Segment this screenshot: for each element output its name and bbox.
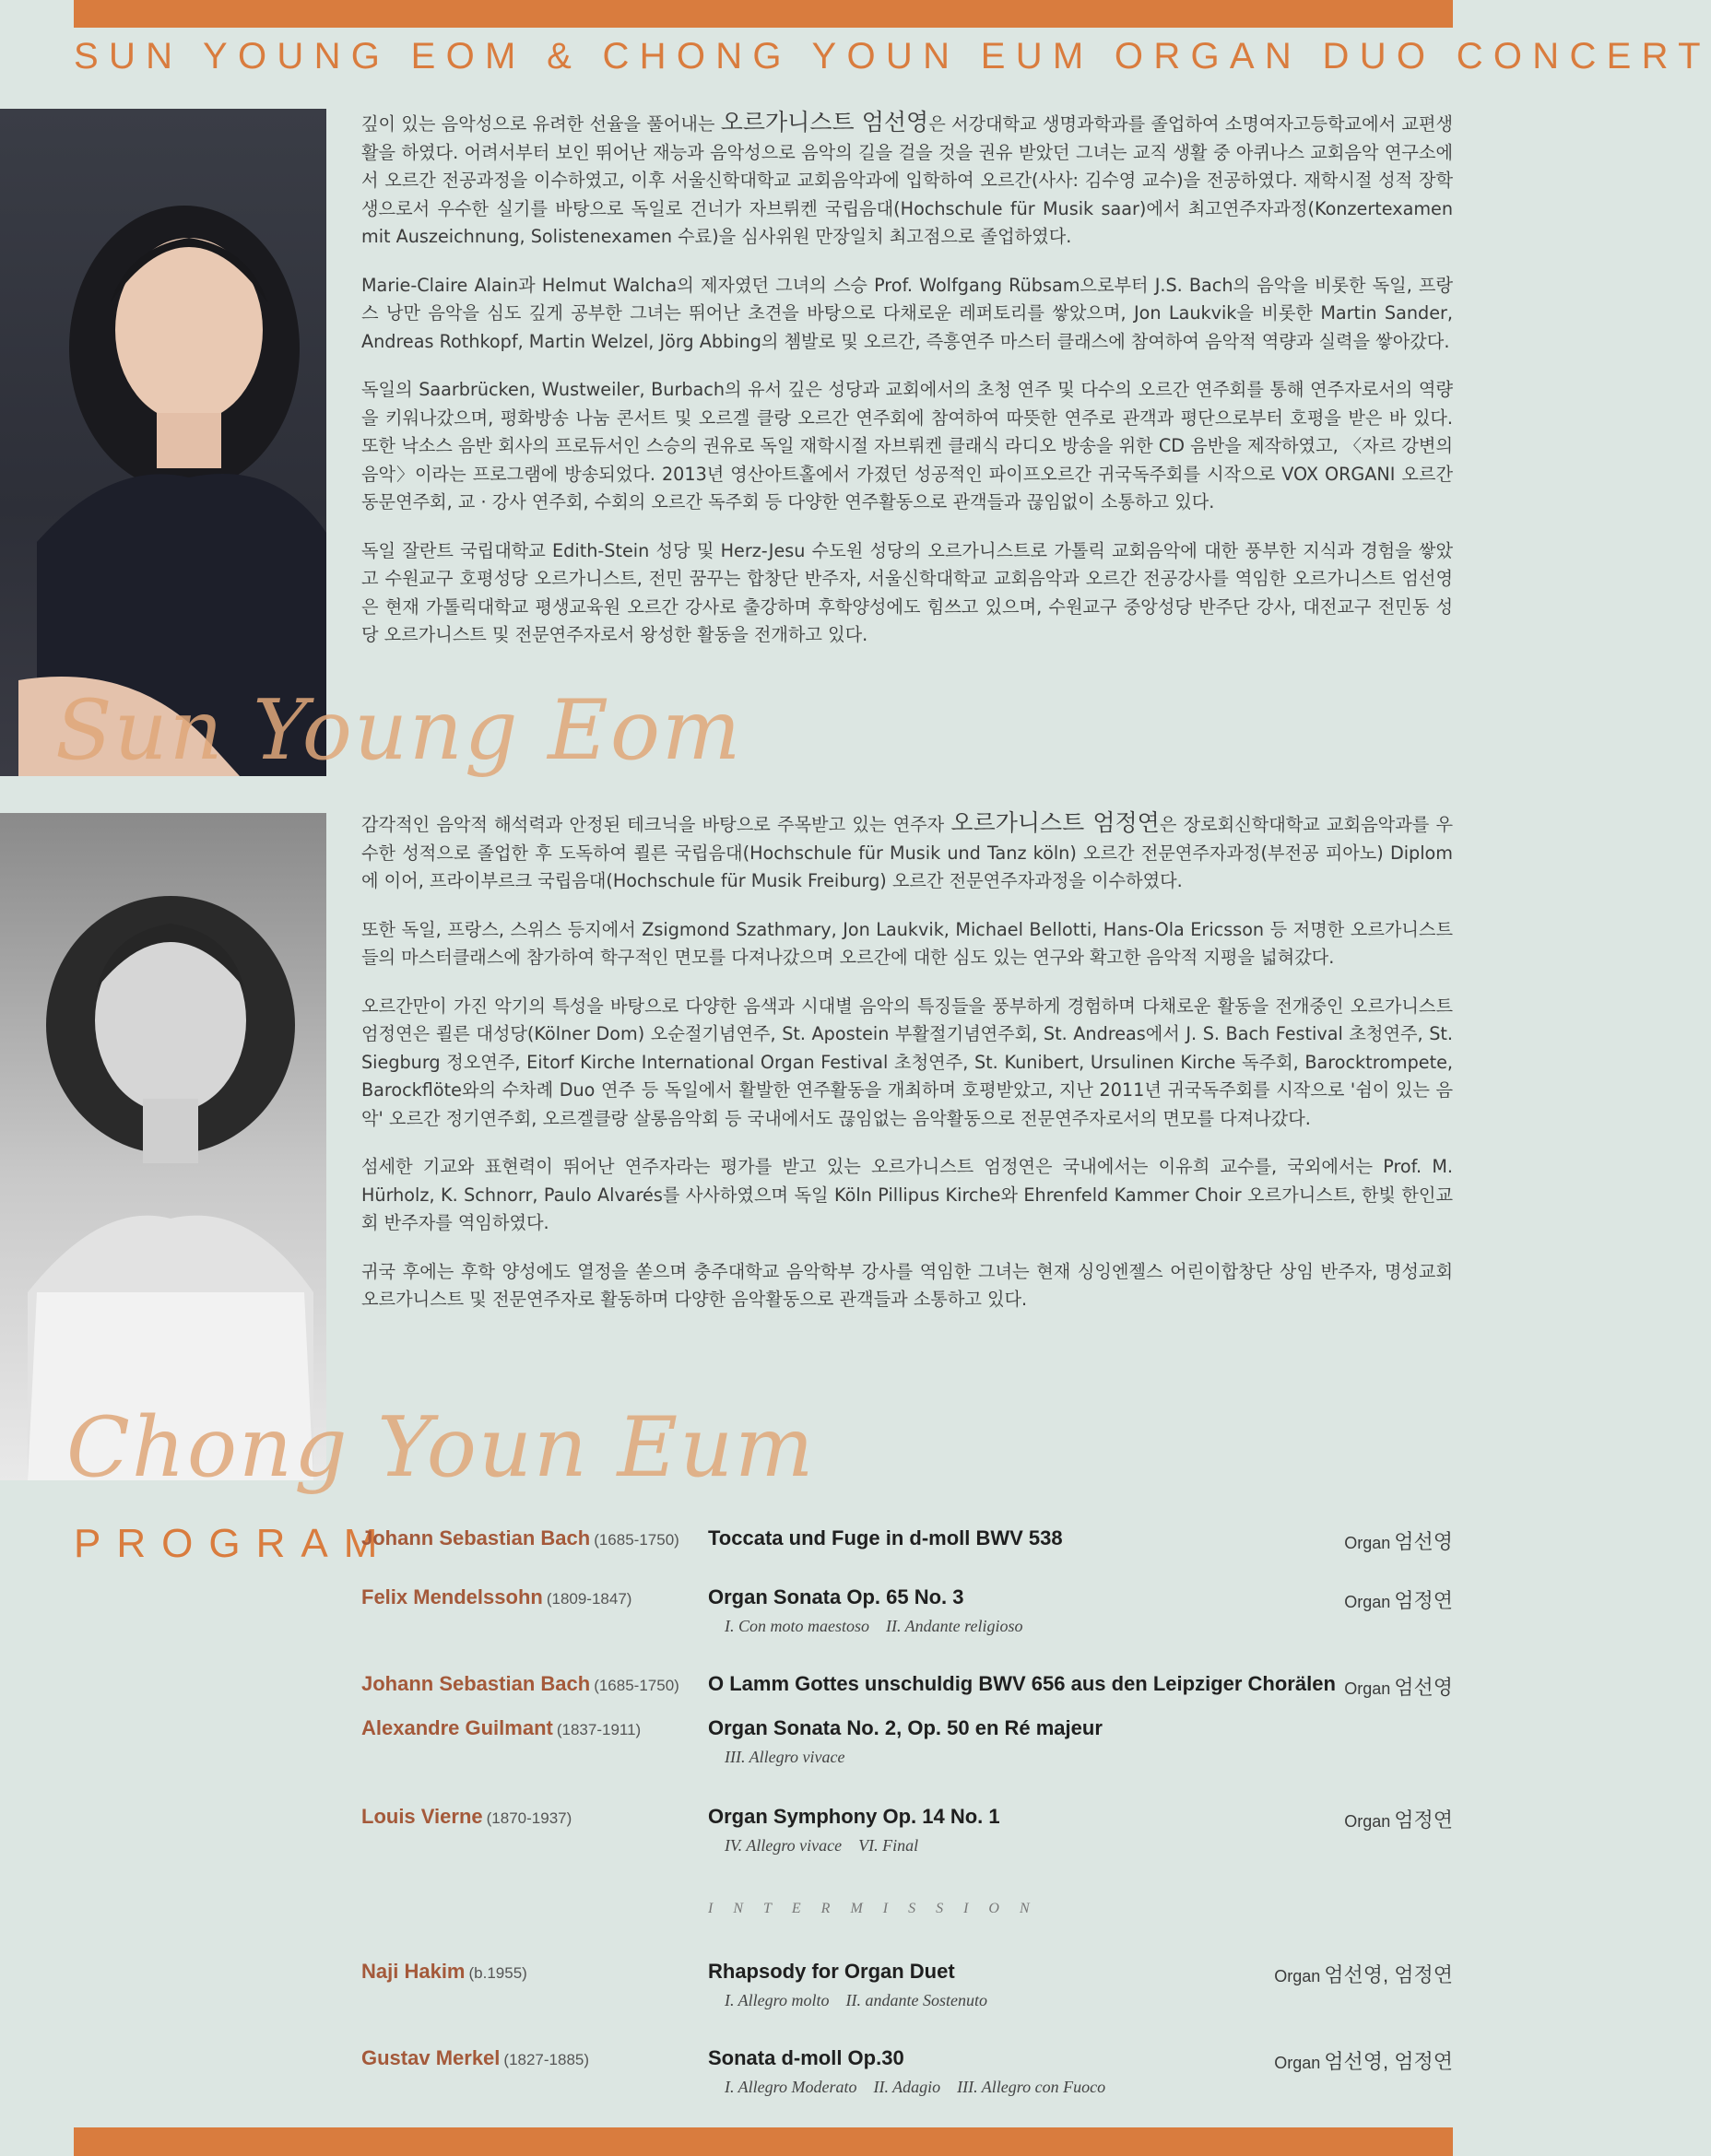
performer-name-highlight: 오르가니스트 엄정연 [950, 809, 1160, 836]
program-item [361, 2046, 1453, 2102]
page-title: SUN YOUNG EOM & CHONG YOUN EUM ORGAN DUO CONCERT [74, 36, 1711, 77]
bio-paragraph: 섬세한 기교와 표현력이 뛰어난 연주자라는 평가를 받고 있는 오르가니스트 엄정연은 국내에서는 이유희 교수를, 국외에서는 Prof. M. Hürholz, K. Schnorr, Paulo Alvarés를 사사하였으며 독일 Köln Pillipus Kirche와 Ehrenfeld Kammer Choir 오르가니스트, 한빛 한인교회 반주자를 역임하였다. [361, 1156, 1453, 1233]
bio-paragraph: 귀국 후에는 후학 양성에도 열정을 쏟으며 충주대학교 음악학부 강사를 역임한 그녀는 현재 싱잉엔젤스 어린이합창단 상임 반주자, 명성교회 오르가니스트 및 전문연주자로 활동하며 다양한 음악활동으로 관객들과 소통하고 있다. [361, 1260, 1453, 1310]
work-title: Rhapsody for Organ Duet [708, 1960, 955, 1983]
top-accent-bar [74, 0, 1453, 28]
performer: Organ 엄정연 [1344, 1589, 1453, 1612]
movements: IV. Allegro vivace VI. Final [725, 1836, 919, 1855]
bio-paragraph: 또한 독일, 프랑스, 스위스 등지에서 Zsigmond Szathmary, Jon Laukvik, Michael Bellotti, Hans-Ola Ericsson 등 저명한 오르가니스트들의 마스터클래스에 참가하여 학구적인 면모를 다져나갔으며 오르간에 대한 심도 있는 연구와 확고한 음악적 지평을 넓혀갔다. [361, 918, 1453, 968]
portrait-photo-sun-young-eom [0, 109, 326, 776]
portrait-photo-chong-youn-eum [0, 813, 326, 1480]
composer: Alexandre Guilmant (1837-1911) [361, 1716, 642, 1739]
program-item [361, 1805, 1453, 1860]
composer: Louis Vierne (1870-1937) [361, 1805, 572, 1828]
movements: I. Allegro Moderato II. Adagio III. Allegro con Fuoco [725, 2078, 1106, 2096]
performer: Organ 엄선영 [1344, 1676, 1453, 1699]
program-item [361, 1716, 1453, 1772]
movements: III. Allegro vivace [725, 1748, 845, 1766]
work-title: Toccata und Fuge in d-moll BWV 538 [708, 1526, 1063, 1549]
work-title: Sonata d-moll Op.30 [708, 2046, 904, 2069]
movements: I. Allegro molto II. andante Sostenuto [725, 1991, 987, 2009]
work-title: O Lamm Gottes unschuldig BWV 656 aus den Leipziger Chorälen [708, 1672, 1336, 1695]
bio-paragraph: 감각적인 음악적 해석력과 안정된 테크닉을 바탕으로 주목받고 있는 연주자 오르가니스트 엄정연은 장로회신학대학교 교회음악과를 우수한 성적으로 졸업한 후 도독하여 쾰른 국립음대(Hochschule für Musik und Tanz köln) 오르간 전문연주자과정(부전공 피아노) Diplom에 이어, 프라이부르크 국립음대(Hochschule für Musik Freiburg) 오르간 전문연주자과정을 이수하였다. [361, 809, 1453, 891]
signature-chong-youn-eum: Chong Youn Eum [66, 1399, 816, 1496]
intermission-label: INTERMISSION [708, 1901, 1050, 1916]
bio-sun-young-eom [361, 109, 1453, 670]
bio-paragraph: Marie-Claire Alain과 Helmut Walcha의 제자였던 그녀의 스승 Prof. Wolfgang Rübsam으로부터 J.S. Bach의 음악을 비롯한 독일, 프랑스 낭만 음악을 심도 깊게 공부한 그녀는 뛰어난 초견을 바탕으로 다채로운 레퍼토리를 쌓았으며, Jon Laukvik을 비롯한 Martin Sander, Andreas Rothkopf, Martin Welzel, Jörg Abbing의 쳄발로 및 오르간, 즉흥연주 마스터 클래스에 참여하여 음악적 역량과 실력을 쌓아갔다. [361, 274, 1453, 352]
program-item [361, 1585, 1453, 1641]
composer: Felix Mendelssohn (1809-1847) [361, 1585, 632, 1608]
bottom-accent-bar [74, 2127, 1453, 2156]
composer: Naji Hakim (b.1955) [361, 1960, 527, 1983]
work-title: Organ Sonata No. 2, Op. 50 en Ré majeur [708, 1716, 1103, 1739]
bio-paragraph: 오르간만이 가진 악기의 특성을 바탕으로 다양한 음색과 시대별 음악의 특징들을 풍부하게 경험하며 다채로운 활동을 전개중인 오르가니스트 엄정연은 쾰른 대성당(Kölner Dom) 오순절기념연주, St. Apostein 부활절기념연주회, St. Andreas에서 J. S. Bach Festival 초청연주, St. Siegburg 정오연주, Eitorf Kirche International Organ Festival 초청연주, St. Kunibert, Ursulinen Kirche 독주회, Barocktrompete, Barockflöte와의 수차례 Duo 연주 등 독일에서 활발한 연주활동을 개최하며 호평받았고, 지난 2011년 귀국독주회를 시작으로 '쉼이 있는 음악' 오르간 정기연주회, 오르겔클랑 살롱음악회 등 국내에서도 끊임없는 음악활동으로 전문연주자로서의 면모를 다져나갔다. [361, 995, 1453, 1129]
bio-paragraph: 독일 잘란트 국립대학교 Edith-Stein 성당 및 Herz-Jesu 수도원 성당의 오르가니스트로 가톨릭 교회음악에 대한 풍부한 지식과 경험을 쌓았고 수원교구 호평성당 오르가니스트, 전민 꿈꾸는 합창단 반주자, 서울신학대학교 교회음악과 오르간 전공강사를 역임한 오르가니스트 엄선영은 현재 가톨릭대학교 평생교육원 오르간 강사로 출강하며 후학양성에도 힘쓰고 있으며, 수원교구 중앙성당 반주단 강사, 대전교구 전민동 성당 오르가니스트 및 전문연주자로서 왕성한 활동을 전개하고 있다. [361, 539, 1453, 645]
work-title: Organ Sonata Op. 65 No. 3 [708, 1585, 964, 1608]
bio-paragraph: 깊이 있는 음악성으로 유려한 선율을 풀어내는 오르가니스트 엄선영은 서강대학교 생명과학과를 졸업하여 소명여자고등학교에서 교편생활을 하였다. 어려서부터 보인 뛰어난 재능과 음악성으로 음악의 길을 걸을 것을 권유 받았던 그녀는 교직 생활 중 아퀴나스 교회음악 연구소에서 오르간 전공과정을 이수하였고, 이후 서울신학대학교 교회음악과에 입학하여 오르간(사사: 김수영 교수)을 전공하였다. 재학시절 성적 장학생으로서 우수한 실기를 바탕으로 독일로 건너가 자브뤼켄 국립음대(Hochschule für Musik saar)에서 최고연주자과정(Konzertexamen mit Auszeichnung, Solistenexamen 수료)을 심사위원 만장일치 최고점으로 졸업하였다. [361, 109, 1453, 247]
performer: Organ 엄정연 [1344, 1808, 1453, 1832]
bio-paragraph: 독일의 Saarbrücken, Wustweiler, Burbach의 유서 깊은 성당과 교회에서의 초청 연주 및 다수의 오르간 연주회를 통해 연주자로서의 역량을 키워나갔으며, 평화방송 나눔 콘서트 및 오르겔 클랑 오르간 연주회에 참여하여 따뜻한 연주로 관객과 평단으로부터 호평을 받은 바 있다. 또한 낙소스 음반 회사의 프로듀서인 스승의 권유로 독일 재학시절 자브뤼켄 클래식 라디오 방송을 위한 CD 음반을 제작하였고, 〈자르 강변의 음악〉이라는 프로그램에 방송되었다. 2013년 영산아트홀에서 가졌던 성공적인 파이프오르간 귀국독주회를 시작으로 VOX ORGANI 오르간 동문연주회, 교 · 강사 연주회, 수회의 오르간 독주회 등 다양한 연주활동으로 관객들과 끊임없이 소통하고 있다. [361, 379, 1453, 512]
bio-chong-youn-eum [361, 809, 1453, 1335]
composer: Gustav Merkel (1827-1885) [361, 2046, 590, 2069]
movements: I. Con moto maestoso II. Andante religioso [725, 1617, 1023, 1635]
composer: Johann Sebastian Bach (1685-1750) [361, 1526, 679, 1549]
program-item [361, 1526, 1453, 1582]
performer: Organ 엄선영 [1344, 1530, 1453, 1553]
performer: Organ 엄선영, 엄정연 [1274, 2050, 1453, 2073]
work-title: Organ Symphony Op. 14 No. 1 [708, 1805, 1000, 1828]
performer: Organ 엄선영, 엄정연 [1274, 1963, 1453, 1986]
signature-sun-young-eom: Sun Young Eom [55, 682, 743, 779]
composer: Johann Sebastian Bach (1685-1750) [361, 1672, 679, 1695]
program-item [361, 1960, 1453, 2015]
performer-name-highlight: 오르가니스트 엄선영 [720, 109, 929, 135]
program-label: PROGRAM [74, 1521, 394, 1566]
